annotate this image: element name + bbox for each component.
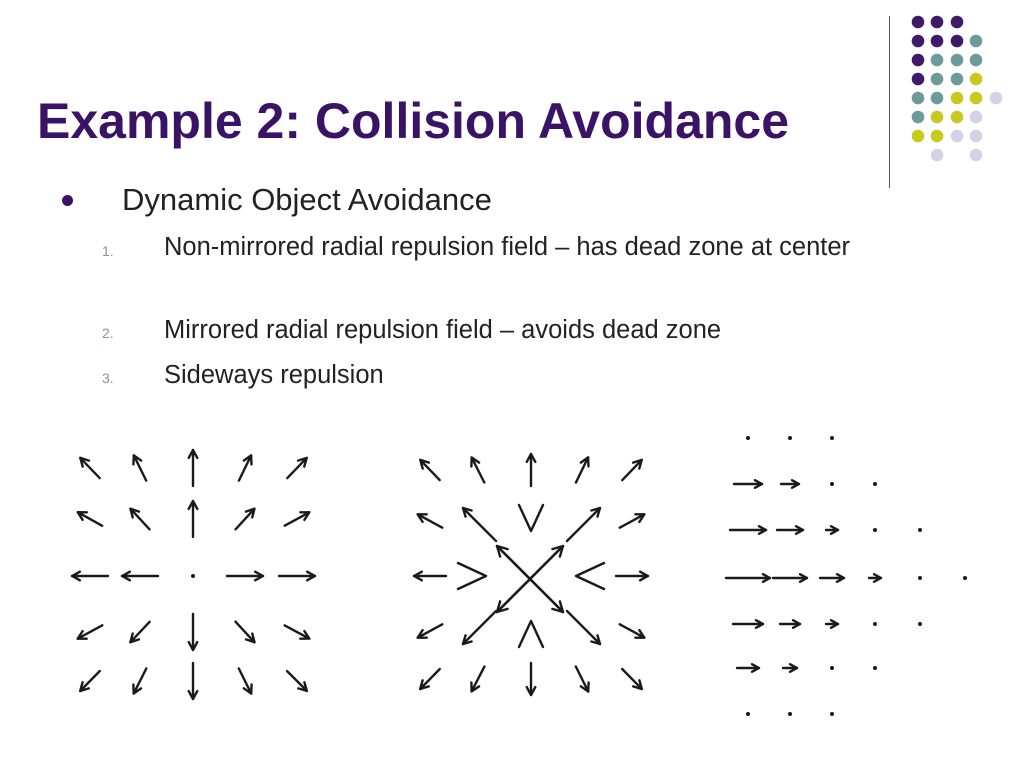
field-arrow [80, 671, 100, 691]
field-dot [788, 436, 792, 440]
field-arrow [78, 625, 103, 638]
list-number-2: 2. [102, 325, 114, 341]
list-number-1: 1. [102, 243, 114, 259]
field-arrow [463, 508, 496, 541]
field-dot [873, 666, 877, 670]
field-dot [873, 528, 877, 532]
field-arrow [777, 526, 803, 534]
field-arrow [239, 669, 252, 694]
field-arrow [236, 622, 255, 643]
field-arrow [826, 620, 838, 628]
field-arrow [420, 460, 439, 480]
field-arrow [576, 457, 589, 482]
field-arrow [133, 669, 146, 694]
field-arrow [227, 572, 263, 581]
mirrored-v-arrow [519, 505, 543, 531]
field-dot [918, 528, 922, 532]
field-arrow [236, 509, 255, 530]
slide-title: Example 2: Collision Avoidance [37, 93, 790, 149]
field-arrow [189, 663, 198, 699]
field-dot [830, 482, 834, 486]
field-arrow [78, 512, 102, 526]
field-arrow [239, 455, 252, 480]
list-item-3: Sideways repulsion [164, 361, 384, 389]
field-arrow [783, 664, 797, 672]
field-arrow [773, 574, 807, 582]
field-arrow [418, 624, 443, 637]
field-arrow [189, 501, 198, 537]
field-arrow [576, 667, 589, 692]
field-dot [963, 576, 967, 580]
field-arrow [463, 611, 496, 644]
field-arrow [133, 455, 146, 480]
field-arrow [414, 572, 446, 581]
field-arrow [616, 572, 648, 581]
field-arrow [820, 574, 844, 582]
list-item-2: Mirrored radial repulsion field – avoids dead zone [164, 316, 722, 344]
field-arrow [730, 526, 766, 534]
mirrored-v-arrow [576, 563, 604, 589]
field-arrow [285, 512, 310, 525]
field-arrow [567, 508, 600, 541]
field-dot [873, 482, 877, 486]
field-arrow [869, 574, 881, 582]
field-dot [191, 574, 195, 578]
non-mirrored-radial-field-figure [72, 450, 315, 699]
field-arrow [737, 664, 759, 672]
field-arrow [189, 614, 198, 650]
field-dot [830, 666, 834, 670]
field-arrow [471, 458, 484, 483]
sideways-repulsion-field-figure [726, 436, 967, 716]
list-item-1: Non-mirrored radial repulsion field – has dead zone at center [164, 233, 851, 261]
field-dot [788, 712, 792, 716]
field-arrow [418, 514, 443, 527]
field-arrow [80, 458, 99, 478]
field-arrow [826, 526, 838, 534]
field-arrow [527, 454, 536, 486]
mirrored-radial-field-figure [414, 454, 648, 695]
field-arrow [734, 480, 762, 488]
list-number-3: 3. [102, 370, 114, 386]
mirrored-v-arrow [458, 563, 486, 589]
field-arrow [527, 663, 536, 695]
field-arrow [471, 667, 484, 692]
field-arrow [733, 620, 763, 628]
field-arrow [620, 624, 645, 637]
field-arrow [780, 620, 800, 628]
field-arrow [189, 450, 198, 486]
mirrored-v-arrow [519, 621, 543, 647]
field-dot [873, 622, 877, 626]
field-arrow [622, 669, 642, 689]
field-arrow [285, 625, 310, 638]
field-dot [918, 622, 922, 626]
field-dot [830, 712, 834, 716]
field-arrow [420, 669, 440, 689]
field-arrow [122, 572, 158, 581]
field-arrow [72, 572, 108, 581]
field-arrow [130, 622, 149, 642]
field-arrow [781, 480, 799, 488]
field-arrow [287, 458, 306, 478]
field-arrow [726, 574, 770, 582]
field-arrow [131, 509, 150, 530]
field-dot [918, 576, 922, 580]
field-arrow [567, 611, 600, 644]
field-dot [746, 436, 750, 440]
field-dot [830, 436, 834, 440]
field-arrow [622, 460, 641, 480]
field-arrow [279, 572, 315, 581]
field-arrow [620, 514, 645, 527]
bullet-text: Dynamic Object Avoidance [122, 182, 492, 217]
field-arrow [287, 671, 307, 691]
field-dot [746, 712, 750, 716]
